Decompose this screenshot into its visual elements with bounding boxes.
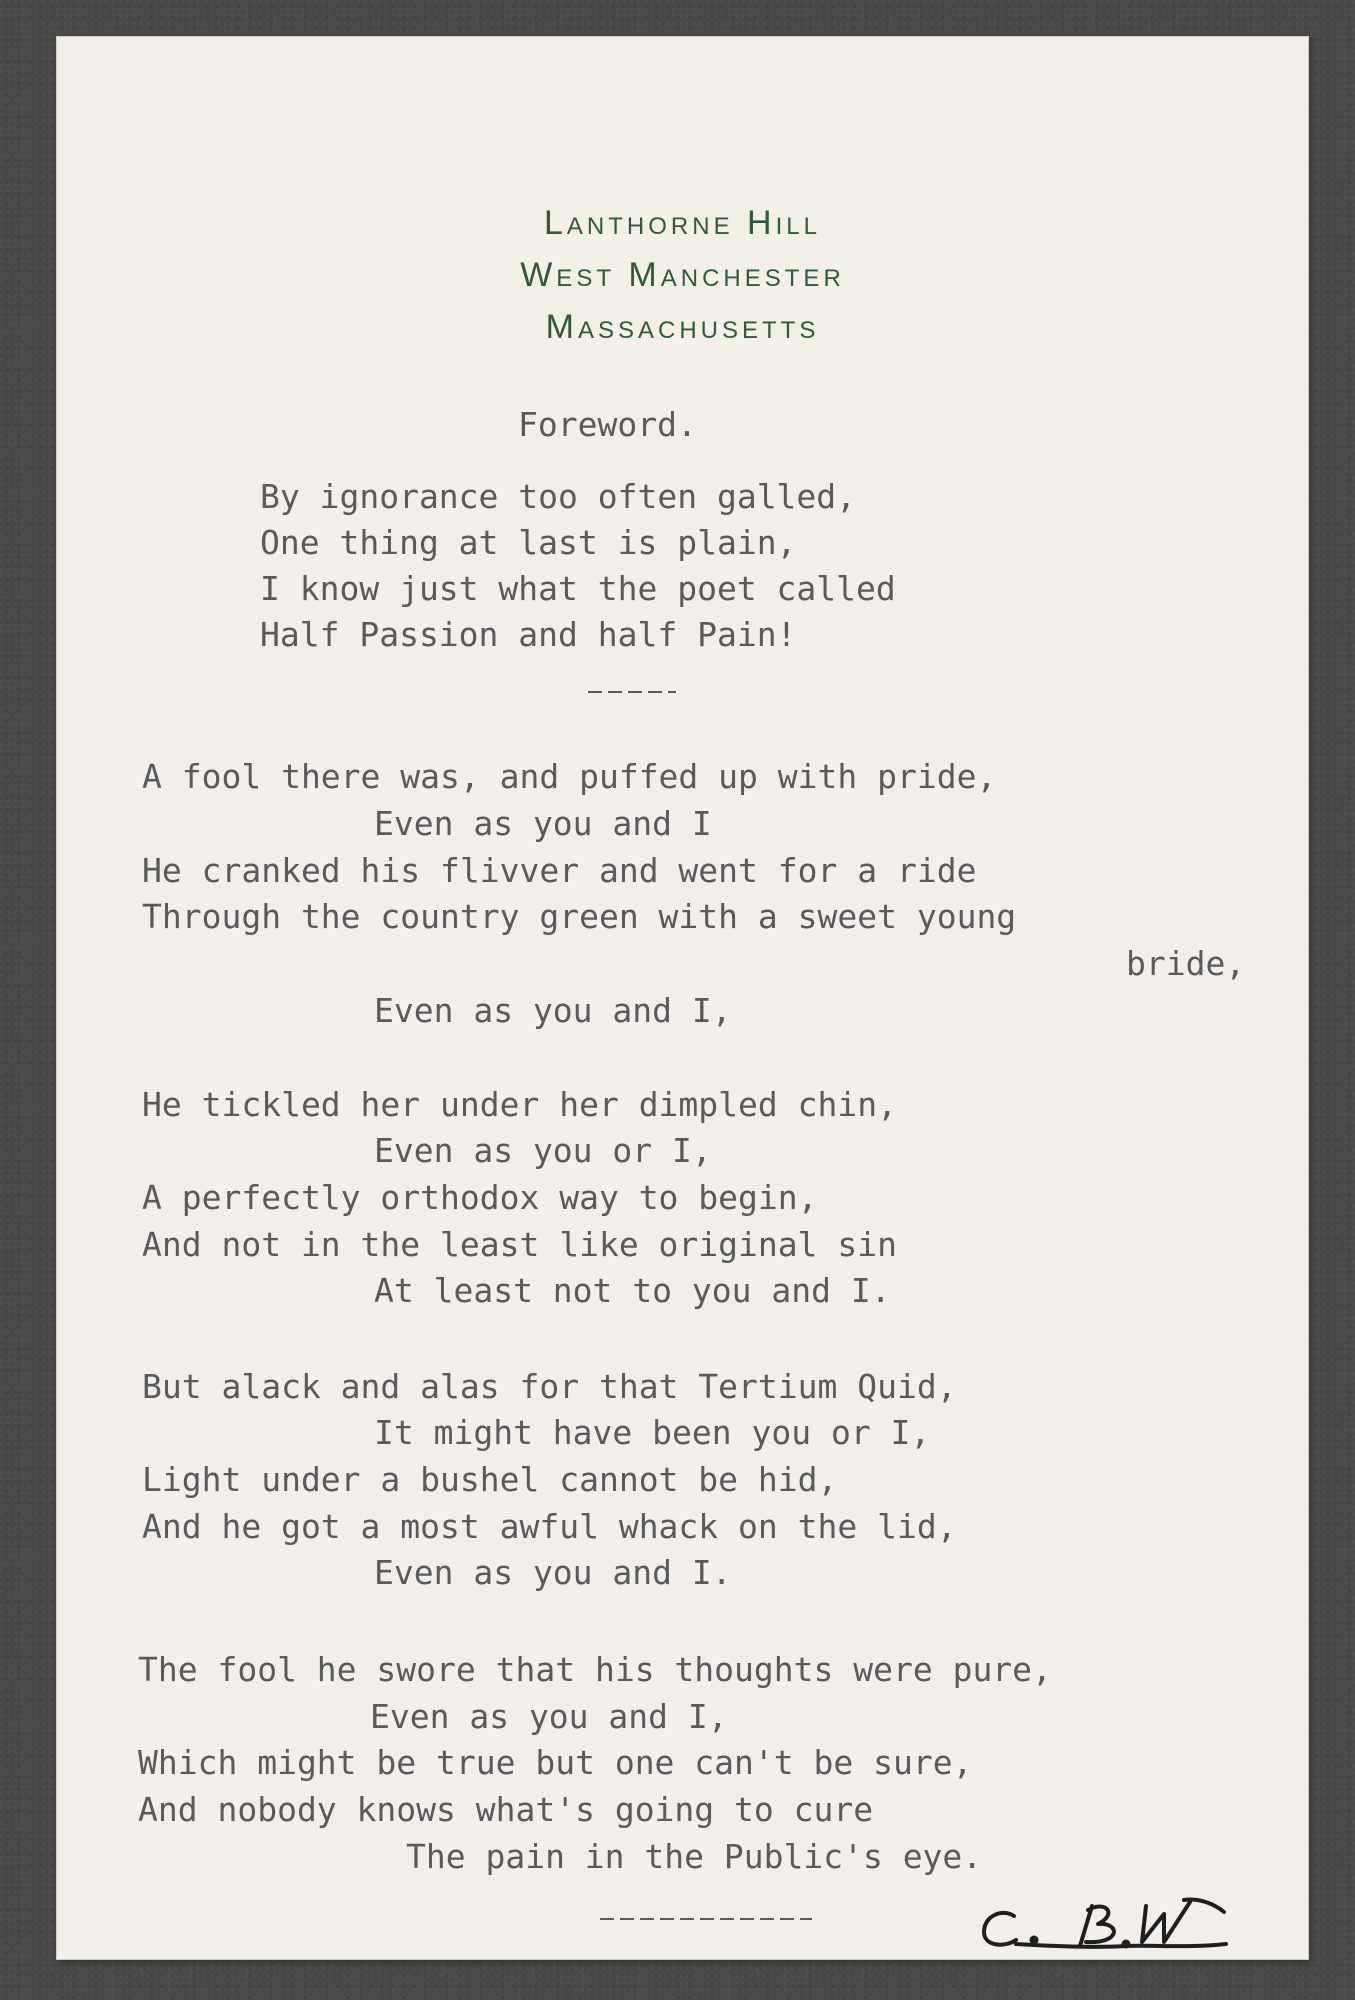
letterhead-line-2: West Manchester — [520, 256, 845, 294]
closing-rule — [600, 1918, 812, 1920]
poem-line: Even as you or I, — [374, 1131, 712, 1170]
poem-line: And nobody knows what's going to cure — [138, 1790, 874, 1829]
foreword-line: By ignorance too often galled, — [260, 477, 857, 516]
letterhead-line-3: Massachusetts — [545, 308, 820, 346]
foreword-line: One thing at last is plain, — [260, 523, 797, 562]
poem-line: At least not to you and I. — [374, 1271, 891, 1310]
handwritten-signature — [976, 1888, 1256, 1958]
poem-line: Even as you and I, — [370, 1697, 728, 1736]
poem-line: Which might be true but one can't be sure, — [138, 1743, 973, 1782]
foreword-line: Half Passion and half Pain! — [260, 615, 797, 654]
poem-line: And not in the least like original sin — [142, 1225, 897, 1264]
poem-line: Even as you and I, — [374, 991, 732, 1030]
poem-line: It might have been you or I, — [374, 1413, 931, 1452]
poem-line: And he got a most awful whack on the lid, — [142, 1507, 957, 1546]
poem-line: But alack and alas for that Tertium Quid, — [142, 1367, 957, 1406]
poem-line: A fool there was, and puffed up with pride, — [142, 757, 997, 796]
letterhead-line-1: Lanthorne Hill — [544, 204, 821, 242]
separator-rule — [588, 691, 676, 693]
poem-line: Light under a bushel cannot be hid, — [142, 1460, 838, 1499]
poem-line: Even as you and I — [374, 804, 712, 843]
poem-line: Even as you and I. — [374, 1553, 732, 1592]
foreword-line: I know just what the poet called — [260, 569, 896, 608]
letter-page — [56, 36, 1309, 1960]
poem-line: bride, — [1126, 944, 1246, 983]
poem-line: Through the country green with a sweet young — [142, 897, 1017, 936]
poem-line: He tickled her under her dimpled chin, — [142, 1085, 897, 1124]
poem-line: A perfectly orthodox way to begin, — [142, 1178, 818, 1217]
poem-line: The fool he swore that his thoughts were pure, — [138, 1650, 1052, 1689]
poem-line: The pain in the Public's eye. — [406, 1837, 983, 1876]
poem-title: Foreword. — [518, 405, 697, 444]
poem-line: He cranked his flivver and went for a ride — [142, 851, 977, 890]
